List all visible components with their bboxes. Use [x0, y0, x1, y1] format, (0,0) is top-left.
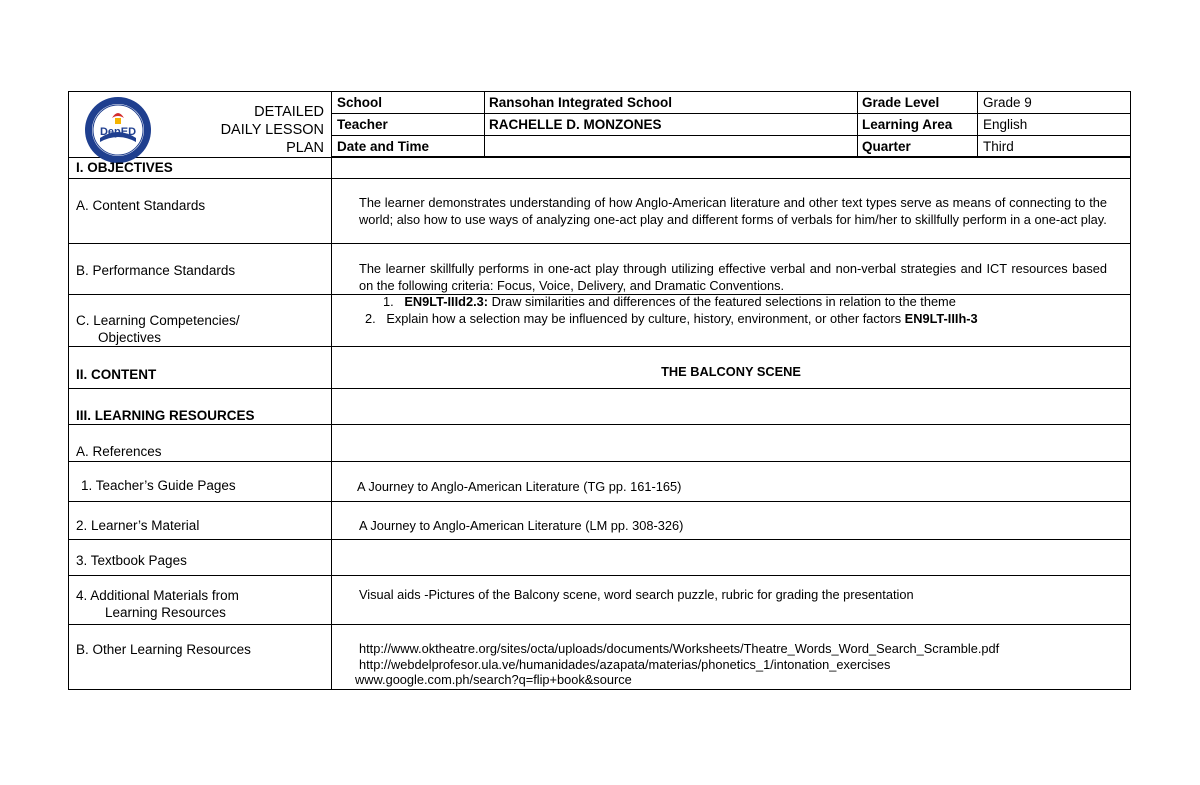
grade-level-label: Grade Level: [862, 95, 940, 110]
content-heading: II. CONTENT: [76, 367, 157, 382]
additional-materials-label-line1: 4. Additional Materials from: [76, 588, 239, 603]
content-value: THE BALCONY SCENE: [661, 364, 801, 379]
learning-resources-heading: III. LEARNING RESOURCES: [76, 408, 255, 423]
performance-standards-label: B. Performance Standards: [76, 263, 236, 278]
learning-area-label: Learning Area: [862, 117, 953, 132]
textbook-pages-label: 3. Textbook Pages: [76, 553, 187, 568]
objectives-heading: I. OBJECTIVES: [76, 160, 173, 175]
content-standards-text: The learner demonstrates understanding of how Anglo-American literature and other text types serve as means of connecting to the world; also how to use ways of analyzing one-act play and different forms of verbals for him/her to skillfully perform in a one-act play.: [359, 195, 1107, 227]
quarter-label: Quarter: [862, 139, 911, 154]
other-resource-link-2[interactable]: http://webdelprofesor.ula.ve/humanidades/azapata/materias/phonetics_1/intonation_exercises: [359, 657, 891, 672]
learners-material-value: A Journey to Anglo-American Literature (LM pp. 308-326): [359, 518, 684, 533]
date-time-label: Date and Time: [337, 139, 430, 154]
competency-2-code: EN9LT-IIIh-3: [904, 311, 978, 326]
content-standards-label: A. Content Standards: [76, 198, 206, 213]
competencies-label-line2: Objectives: [98, 330, 162, 345]
title-line-1: DETAILED: [254, 104, 324, 120]
other-resource-link-3[interactable]: www.google.com.ph/search?q=flip+book&source: [355, 672, 632, 687]
additional-materials-label-line2: Learning Resources: [105, 605, 226, 620]
title-line-2: DAILY LESSON: [220, 122, 324, 138]
competency-1-number: 1.: [383, 294, 394, 309]
competency-2-text: Explain how a selection may be influenced by culture, history, environment, or other factors: [386, 311, 905, 326]
school-value: Ransohan Integrated School: [489, 95, 673, 110]
competency-2-number: 2.: [365, 311, 376, 326]
learning-area-value: English: [983, 117, 1028, 132]
teachers-guide-label: 1. Teacher’s Guide Pages: [81, 478, 236, 493]
title-line-3: PLAN: [286, 140, 324, 156]
school-label: School: [337, 95, 383, 110]
competency-1: [383, 293, 956, 310]
performance-standards-text: The learner skillfully performs in one-act play through utilizing effective verbal and non-verbal strategies and ICT resources based on the following criteria: Focus, Voice, Delivery, and Dramatic Conventions.: [359, 261, 1107, 293]
additional-materials-value: Visual aids -Pictures of the Balcony scene, word search puzzle, rubric for grading the presentation: [359, 587, 914, 602]
quarter-value: Third: [983, 139, 1014, 154]
competencies-label-line1: C. Learning Competencies/: [76, 313, 240, 328]
competency-1-text: Draw similarities and differences of the featured selections in relation to the theme: [488, 294, 956, 309]
deped-seal-icon: [84, 96, 152, 164]
other-resource-link-1[interactable]: http://www.oktheatre.org/sites/octa/uploads/documents/Worksheets/Theatre_Words_Word_Search_Scramble.pdf: [359, 641, 1000, 656]
teachers-guide-value: A Journey to Anglo-American Literature (TG pp. 161-165): [357, 479, 682, 494]
learners-material-label: 2. Learner’s Material: [76, 518, 200, 533]
other-resources-label: B. Other Learning Resources: [76, 642, 251, 657]
competency-2: [365, 310, 978, 327]
competency-1-code: EN9LT-IIId2.3:: [404, 294, 489, 309]
svg-text:DepED: DepED: [99, 126, 137, 138]
teacher-label: Teacher: [337, 117, 388, 132]
grade-level-value: Grade 9: [983, 95, 1032, 110]
teacher-value: RACHELLE D. MONZONES: [489, 117, 662, 132]
references-label: A. References: [76, 444, 162, 459]
